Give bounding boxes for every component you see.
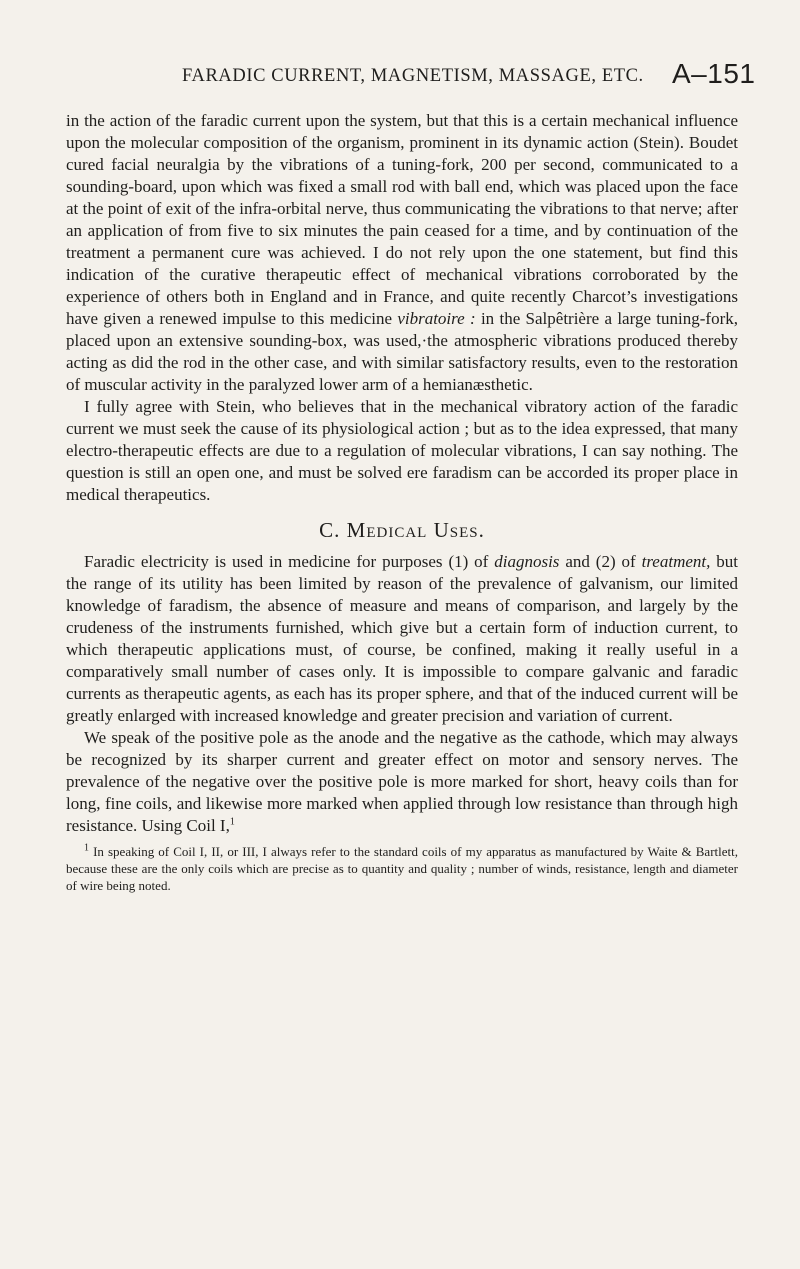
footnote-text: In speaking of Coil I, II, or III, I always refer to the standard coils of my apparatus as manufactured by Waite & Bartlett, because these are the only coils which are precise as to quantity and quality ; number of winds, resistance, length and diameter of wire being noted. (66, 844, 738, 893)
section-letter: C. (319, 518, 341, 542)
paragraph-text: in the action of the faradic current upon the system, but that this is a certain mechanical influence upon the molecular composition of the organism, prominent in its dynamic action (Stein). Boudet cured facial neuralgia by the vibrations of a tuning-fork, 200 per second, communicated to a sounding-board, upon which was fixed a small rod with ball end, which was placed upon the face at the point of exit of the infra-orbital nerve, thus communicating the vibrations to that nerve; after an application of from five to six minutes the pain ceased for a time, and by continuation of the treatment a permanent cure was achieved. I do not rely upon the one statement, but find this indication of the curative therapeutic effect of mechanical vibrations corroborated by the experience of others both in England and in France, and quite recently Charcot’s investigations have given a renewed impulse to this medicine (66, 111, 738, 328)
page-number: A–151 (672, 58, 756, 89)
italic-term: treatment, (641, 552, 711, 571)
italic-term: diagnosis (494, 552, 560, 571)
section-heading (66, 518, 738, 543)
footnote (66, 843, 738, 894)
body-text (66, 110, 738, 894)
footnote-mark: 1 (84, 842, 89, 854)
paragraph-text: but the range of its utility has been limited by reason of the prevalence of galvanism, our limited knowledge of faradism, the absence of measure and means of comparison, and largely by the crudeness of the instruments furnished, which give but a certain form of induction current, to which therapeutic applications must, of course, be confined, making it really useful in a comparatively small number of cases only. It is impossible to compare galvanic and faradic currents as therapeutic agents, as each has its proper sphere, and that of the induced current will be greatly enlarged with increased knowledge and greater precision and variation of current. (66, 552, 739, 725)
running-head (40, 58, 780, 98)
paragraph-text: We speak of the positive pole as the anode and the negative as the cathode, which may always be recognized by its sharper current and greater effect on motor and sensory nerves. The prevalence of the negative over the positive pole is more marked for short, heavy coils than for long, fine coils, and likewise more marked when applied through low resistance than through high resistance. Using Coil I, (66, 728, 738, 835)
paragraph-text: Faradic electricity is used in medicine for purposes (1) of (84, 552, 495, 571)
section-title: Medical Uses. (346, 518, 485, 542)
footnote-reference: 1 (229, 816, 235, 828)
paragraph-poles (66, 727, 738, 837)
italic-term: vibratoire : (397, 309, 476, 328)
paragraph-text: and (2) of (559, 552, 642, 571)
paragraph-text: in the Salpêtrière a large tuning-fork, placed upon an extensive sounding-box, was used,·the atmospheric vibrations produced thereby acting as did the rod in the other case, and with similar satisfactory results, even to the restoration of muscular activity in the paralyzed lower arm of a hemianæsthetic. (66, 309, 738, 394)
paragraph-stein (66, 396, 738, 506)
paragraph-faradic-electricity (66, 551, 738, 727)
paragraph-text: I fully agree with Stein, who believes that in the mechanical vibratory action of the faradic current we must seek the cause of its physiological action ; but as to the idea expressed, that many electro-therapeutic effects are due to a regulation of molecular vibrations, I can say nothing. The question is still an open one, and must be solved ere faradism can be accorded its proper place in medical therapeutics. (66, 397, 738, 504)
paragraph-vibrations (66, 110, 738, 396)
running-title: FARADIC CURRENT, MAGNETISM, MASSAGE, ETC. (182, 66, 644, 86)
